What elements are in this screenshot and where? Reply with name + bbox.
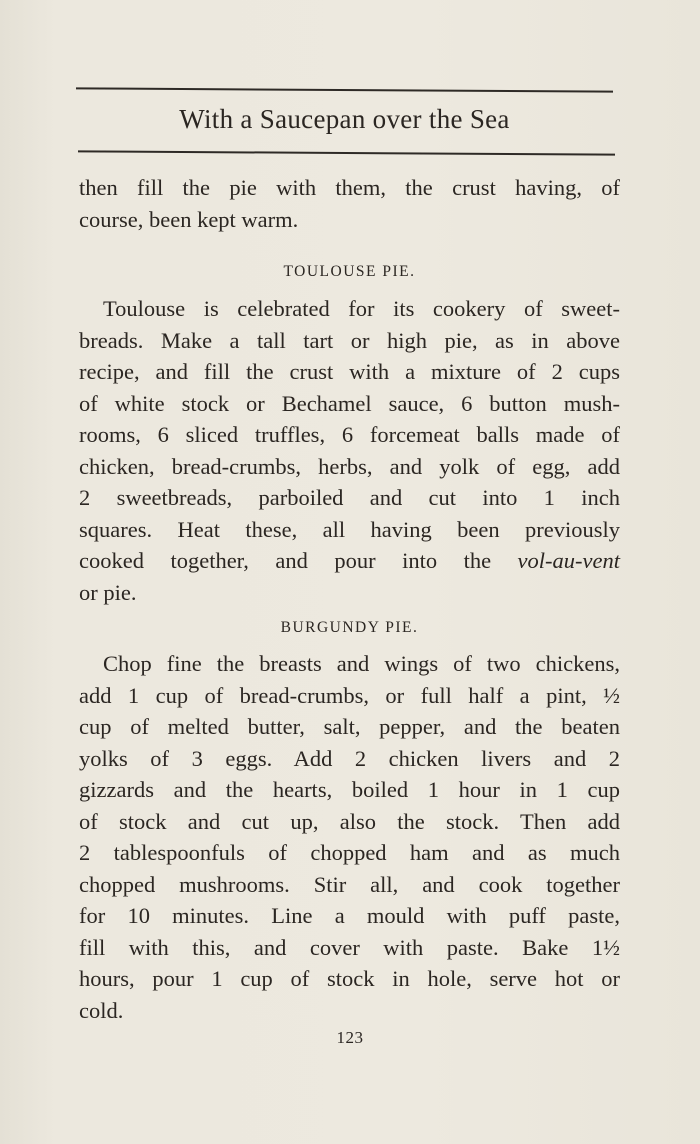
text-line: then fill the pie with them, the crust having, of [79, 175, 620, 200]
text-line: 2 sweetbreads, parboiled and cut into 1 inch [79, 485, 620, 510]
italic-term: vol-au-vent [517, 548, 620, 573]
section-heading-toulouse-pie: TOULOUSE PIE. [283, 263, 416, 280]
text-line: for 10 minutes. Line a mould with puff paste, [79, 903, 620, 928]
running-head: With a Saucepan over the Sea [179, 104, 510, 134]
toulouse-pie-paragraph [79, 293, 620, 608]
header-rule-bottom [78, 150, 615, 155]
header-rule-top [76, 87, 613, 92]
text-line: of white stock or Bechamel sauce, 6 button mush- [79, 390, 620, 416]
text-line: recipe, and fill the crust with a mixture of 2 cups [79, 359, 620, 384]
text-line: cold. [79, 997, 124, 1023]
text-line: gizzards and the hearts, boiled 1 hour in 1 cup [79, 777, 620, 802]
section-heading-burgundy-pie: BURGUNDY PIE. [280, 619, 419, 636]
text-line: fill with this, and cover with paste. Bake 1½ [79, 934, 620, 960]
text-fragment: cooked together, and pour into the [79, 548, 492, 573]
text-line: add 1 cup of bread-crumbs, or full half a pint, ½ [79, 682, 620, 708]
text-line: or pie. [79, 579, 137, 605]
text-line: 2 tablespoonfuls of chopped ham and as much [79, 840, 620, 865]
continuation-paragraph [79, 172, 620, 235]
text-line: Chop fine the breasts and wings of two chickens, [103, 651, 620, 676]
text-line: chopped mushrooms. Stir all, and cook together [79, 871, 620, 897]
text-line: of stock and cut up, also the stock. Then add [79, 808, 620, 834]
text-line: hours, pour 1 cup of stock in hole, serve hot or [79, 966, 620, 991]
text-line: squares. Heat these, all having been previously [79, 516, 620, 542]
text-line: chicken, bread-crumbs, herbs, and yolk of egg, add [79, 453, 620, 479]
page-number: 123 [336, 1028, 364, 1047]
text-line: course, been kept warm. [79, 206, 299, 232]
text-line-with-italic [79, 545, 620, 577]
text-line: cup of melted butter, salt, pepper, and the beaten [79, 714, 620, 739]
text-line: breads. Make a tall tart or high pie, as in above [79, 327, 620, 353]
text-line: rooms, 6 sliced truffles, 6 forcemeat balls made of [79, 422, 620, 447]
text-line: yolks of 3 eggs. Add 2 chicken livers and 2 [79, 745, 620, 771]
text-line: Toulouse is celebrated for its cookery of sweet- [103, 296, 620, 321]
burgundy-pie-paragraph [79, 648, 620, 1026]
